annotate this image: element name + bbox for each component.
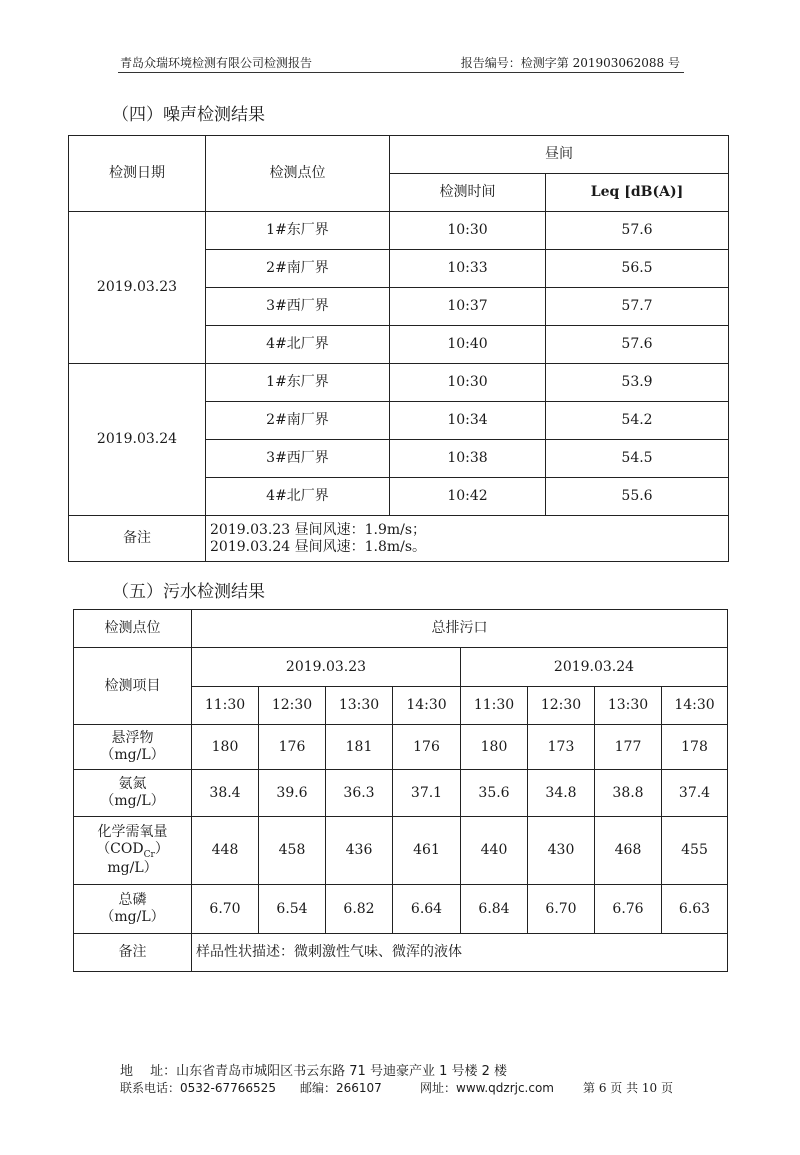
cod-subscript: Cr xyxy=(143,849,155,860)
value-cell: 6.63 xyxy=(662,885,728,934)
item-unit: （mg/L） xyxy=(100,909,165,925)
footer-page-number: 第 6 页 共 10 页 xyxy=(583,1081,673,1095)
value-cell: 39.6 xyxy=(259,770,326,817)
time-cell: 10:33 xyxy=(390,250,546,288)
value-cell: 36.3 xyxy=(326,770,393,817)
table-row xyxy=(74,817,728,885)
leq-cell: 54.2 xyxy=(546,402,729,440)
item-unit: mg/L） xyxy=(107,860,158,877)
value-cell: 180 xyxy=(461,725,528,770)
table-row xyxy=(74,885,728,934)
cod-open: （COD xyxy=(96,840,144,857)
noise-note xyxy=(206,516,729,562)
value-cell: 35.6 xyxy=(461,770,528,817)
point-value: 总排污口 xyxy=(192,610,728,648)
item-cell xyxy=(74,817,192,885)
time-header: 12:30 xyxy=(528,687,595,725)
point-cell: 3#西厂界 xyxy=(206,288,390,326)
time-cell: 10:30 xyxy=(390,212,546,250)
table-row xyxy=(74,725,728,770)
leq-cell: 57.6 xyxy=(546,326,729,364)
value-cell: 176 xyxy=(259,725,326,770)
time-header: 11:30 xyxy=(192,687,259,725)
time-cell: 10:40 xyxy=(390,326,546,364)
leq-cell: 57.6 xyxy=(546,212,729,250)
company-header: 青岛众瑞环境检测有限公司检测报告 xyxy=(120,56,313,70)
time-cell: 10:38 xyxy=(390,440,546,478)
value-cell: 177 xyxy=(595,725,662,770)
point-cell: 4#北厂界 xyxy=(206,478,390,516)
leq-cell: 57.7 xyxy=(546,288,729,326)
date-header: 2019.03.23 xyxy=(192,648,461,687)
water-section-title: （五）污水检测结果 xyxy=(112,582,265,602)
leq-cell: 54.5 xyxy=(546,440,729,478)
point-cell: 1#东厂界 xyxy=(206,212,390,250)
value-cell: 461 xyxy=(393,817,461,885)
header-date: 检测日期 xyxy=(69,136,206,212)
value-cell: 6.70 xyxy=(528,885,595,934)
point-label: 检测点位 xyxy=(74,610,192,648)
value-cell: 6.82 xyxy=(326,885,393,934)
value-cell: 458 xyxy=(259,817,326,885)
time-header: 13:30 xyxy=(595,687,662,725)
table-row xyxy=(69,212,729,250)
header-leq: Leq [dB(A)] xyxy=(546,174,729,212)
item-name: 总磷 xyxy=(118,892,147,909)
time-header: 11:30 xyxy=(461,687,528,725)
noise-section-title: （四）噪声检测结果 xyxy=(112,105,265,125)
value-cell: 468 xyxy=(595,817,662,885)
cod-label xyxy=(74,841,191,861)
date-cell: 2019.03.23 xyxy=(69,212,206,364)
item-name: 化学需氧量 xyxy=(97,823,168,840)
item-cell xyxy=(74,885,192,934)
header-divider xyxy=(118,72,684,73)
noise-table xyxy=(68,135,729,562)
leq-cell: 56.5 xyxy=(546,250,729,288)
value-cell: 38.4 xyxy=(192,770,259,817)
value-cell: 38.8 xyxy=(595,770,662,817)
header-daytime: 昼间 xyxy=(390,136,729,174)
value-cell: 176 xyxy=(393,725,461,770)
value-cell: 6.64 xyxy=(393,885,461,934)
water-note-label: 备注 xyxy=(74,934,192,972)
value-cell: 430 xyxy=(528,817,595,885)
value-cell: 37.4 xyxy=(662,770,728,817)
noise-note-label: 备注 xyxy=(69,516,206,562)
time-cell: 10:34 xyxy=(390,402,546,440)
item-label: 检测项目 xyxy=(74,648,192,725)
noise-note-line: 2019.03.24 昼间风速：1.8m/s。 xyxy=(210,538,427,555)
value-cell: 448 xyxy=(192,817,259,885)
time-cell: 10:42 xyxy=(390,478,546,516)
value-cell: 173 xyxy=(528,725,595,770)
item-name: 悬浮物 xyxy=(111,730,154,747)
item-cell xyxy=(74,725,192,770)
value-cell: 455 xyxy=(662,817,728,885)
point-cell: 4#北厂界 xyxy=(206,326,390,364)
value-cell: 37.1 xyxy=(393,770,461,817)
value-cell: 6.54 xyxy=(259,885,326,934)
time-cell: 10:30 xyxy=(390,364,546,402)
time-cell: 10:37 xyxy=(390,288,546,326)
point-cell: 2#南厂界 xyxy=(206,250,390,288)
value-cell: 178 xyxy=(662,725,728,770)
item-unit: （mg/L） xyxy=(100,747,165,763)
header-time: 检测时间 xyxy=(390,174,546,212)
value-cell: 440 xyxy=(461,817,528,885)
footer-postcode: 邮编：266107 xyxy=(300,1081,382,1095)
water-note: 样品性状描述：微刺激性气味、微浑的液体 xyxy=(192,934,728,972)
table-row xyxy=(74,770,728,817)
item-cell xyxy=(74,770,192,817)
cod-close: ） xyxy=(154,840,169,857)
page-header xyxy=(120,54,680,70)
value-cell: 6.76 xyxy=(595,885,662,934)
date-cell: 2019.03.24 xyxy=(69,364,206,516)
time-header: 14:30 xyxy=(662,687,728,725)
noise-note-line: 2019.03.23 昼间风速：1.9m/s； xyxy=(210,521,427,538)
table-row xyxy=(69,364,729,402)
point-cell: 2#南厂界 xyxy=(206,402,390,440)
footer-phone: 联系电话：0532-67766525 xyxy=(120,1081,276,1095)
water-table xyxy=(73,609,728,972)
value-cell: 34.8 xyxy=(528,770,595,817)
time-header: 12:30 xyxy=(259,687,326,725)
report-number: 报告编号：检测字第 201903062088 号 xyxy=(460,56,680,70)
item-unit: （mg/L） xyxy=(100,793,165,809)
value-cell: 180 xyxy=(192,725,259,770)
item-name: 氨氮 xyxy=(118,776,147,793)
value-cell: 181 xyxy=(326,725,393,770)
footer-website: 网址：www.qdzrjc.com xyxy=(420,1081,554,1095)
time-header: 14:30 xyxy=(393,687,461,725)
value-cell: 6.70 xyxy=(192,885,259,934)
value-cell: 436 xyxy=(326,817,393,885)
point-cell: 1#东厂界 xyxy=(206,364,390,402)
date-header: 2019.03.24 xyxy=(461,648,728,687)
leq-cell: 53.9 xyxy=(546,364,729,402)
footer-address: 地 址：山东省青岛市城阳区书云东路 71 号迪豪产业 1 号楼 2 楼 xyxy=(120,1064,508,1079)
header-point: 检测点位 xyxy=(206,136,390,212)
leq-cell: 55.6 xyxy=(546,478,729,516)
time-header: 13:30 xyxy=(326,687,393,725)
point-cell: 3#西厂界 xyxy=(206,440,390,478)
value-cell: 6.84 xyxy=(461,885,528,934)
